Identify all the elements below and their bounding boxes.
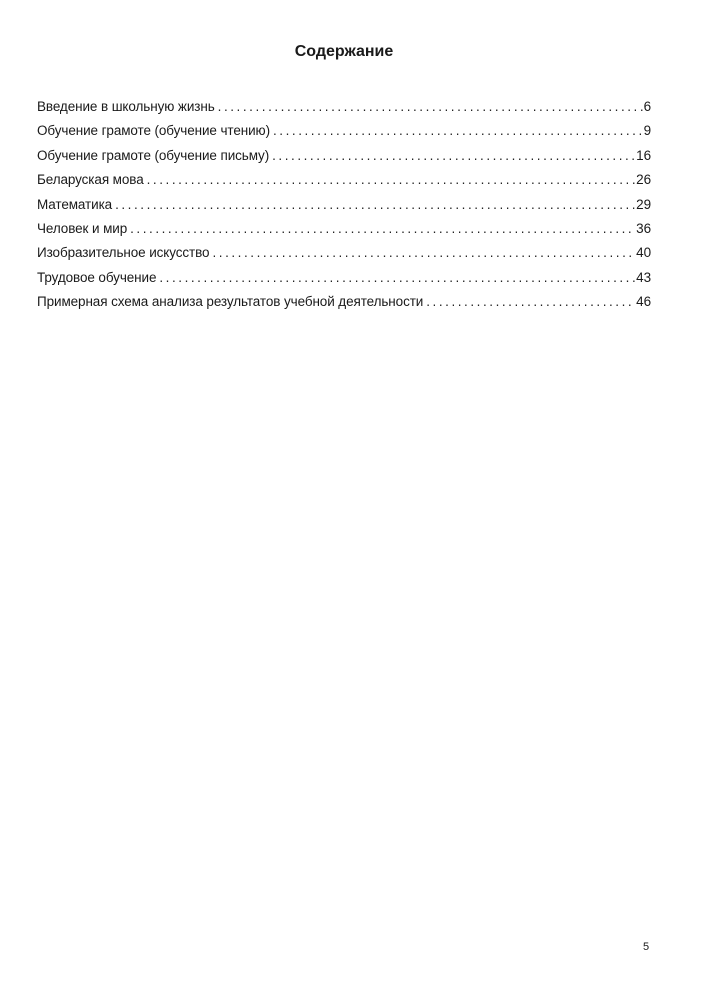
toc-entry-label: Трудовое обучение xyxy=(37,269,157,285)
toc-entry-page: 40 xyxy=(636,245,651,261)
toc-entry-label: Обучение грамоте (обучение письму) xyxy=(37,147,270,163)
dot-leader xyxy=(272,148,635,163)
toc-entry-label: Беларуская мова xyxy=(37,172,144,188)
toc-entry-page: 16 xyxy=(636,147,651,163)
toc-entry[interactable] xyxy=(37,197,651,221)
toc-entry-page: 43 xyxy=(636,269,651,285)
dot-leader xyxy=(115,197,635,212)
toc-entry[interactable] xyxy=(37,123,651,147)
dot-leader xyxy=(218,99,643,114)
dot-leader xyxy=(212,245,635,260)
toc-entry-label: Примерная схема анализа результатов учебной деятельности xyxy=(37,294,424,310)
toc-entry[interactable] xyxy=(37,221,651,245)
toc-entry-label: Введение в школьную жизнь xyxy=(37,99,215,114)
toc-entry[interactable] xyxy=(37,270,651,294)
toc-entry-page: 36 xyxy=(636,220,651,236)
dot-leader xyxy=(426,294,635,309)
toc-entry[interactable] xyxy=(37,294,651,318)
toc-entry[interactable] xyxy=(37,172,651,196)
toc-entry[interactable] xyxy=(37,148,651,172)
toc-entry-page: 46 xyxy=(636,294,651,310)
dot-leader xyxy=(159,270,635,285)
toc-entry-label: Математика xyxy=(37,196,113,212)
dot-leader xyxy=(147,172,636,187)
toc-entry-page: 29 xyxy=(636,196,651,212)
toc-entry-label: Изобразительное искусство xyxy=(37,245,210,261)
toc-entry-label: Человек и мир xyxy=(37,220,128,236)
dot-leader xyxy=(273,123,643,138)
toc-entry-page: 26 xyxy=(636,172,651,188)
toc-entry[interactable] xyxy=(37,245,651,269)
toc-entry-page: 9 xyxy=(643,123,651,139)
toc-entry[interactable] xyxy=(37,99,651,123)
toc-entry-page: 6 xyxy=(643,99,651,114)
toc-entry-label: Обучение грамоте (обучение чтению) xyxy=(37,123,270,139)
page-title: Содержание xyxy=(294,43,394,60)
dot-leader xyxy=(130,221,635,236)
table-of-contents xyxy=(37,99,651,319)
page-number: 5 xyxy=(643,941,650,953)
